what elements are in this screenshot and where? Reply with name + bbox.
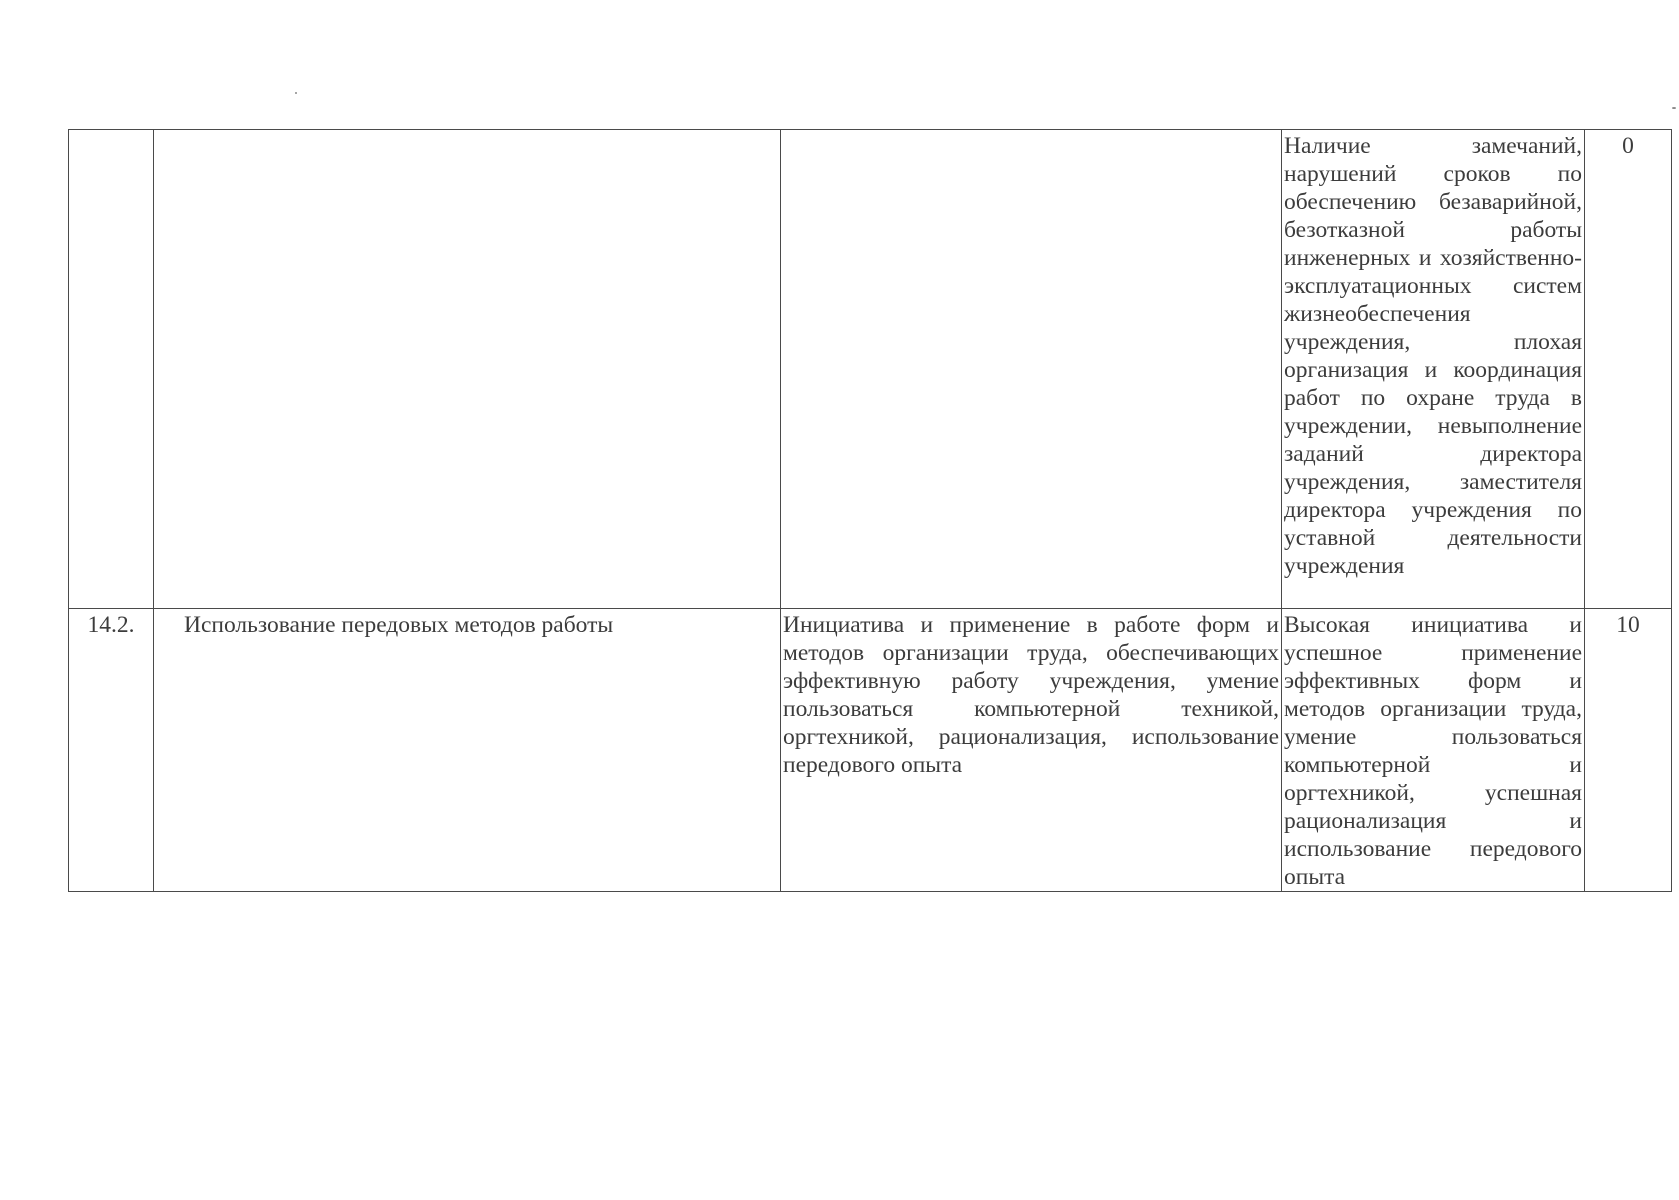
table-row	[69, 609, 1672, 892]
criteria-table	[68, 129, 1672, 892]
scan-speck	[1672, 107, 1676, 109]
criterion-cell	[781, 130, 1282, 609]
table-row	[69, 130, 1672, 609]
condition-cell: Наличие замечаний, нарушений сроков по обеспечению безаварийной, безотказной работы инженерных и хозяйственно-эксплуатационных систем жизнеобеспечения учреждения, плохая организация и координация работ по охране труда в учреждении, невыполнение заданий директора учреждения, заместителя директора учреждения по уставной деятельности учреждения	[1282, 130, 1585, 609]
criterion-cell: Инициатива и применение в работе форм и методов организации труда, обеспечивающих эффективную работу учреждения, умение пользоваться компьютерной техникой, оргтехникой, рационализация, использование передового опыта	[781, 609, 1282, 892]
row-number-cell	[69, 130, 154, 609]
score-cell: 10	[1585, 609, 1672, 892]
score-cell: 0	[1585, 130, 1672, 609]
indicator-name-cell	[154, 130, 781, 609]
indicator-name-cell: Использование передовых методов работы	[154, 609, 781, 892]
condition-cell: Высокая инициатива и успешное применение эффективных форм и методов организации труда, умение пользоваться компьютерной и оргтехникой, успешная рационализация и использование передового опыта	[1282, 609, 1585, 892]
scan-speck	[295, 92, 297, 94]
row-number-cell: 14.2.	[69, 609, 154, 892]
